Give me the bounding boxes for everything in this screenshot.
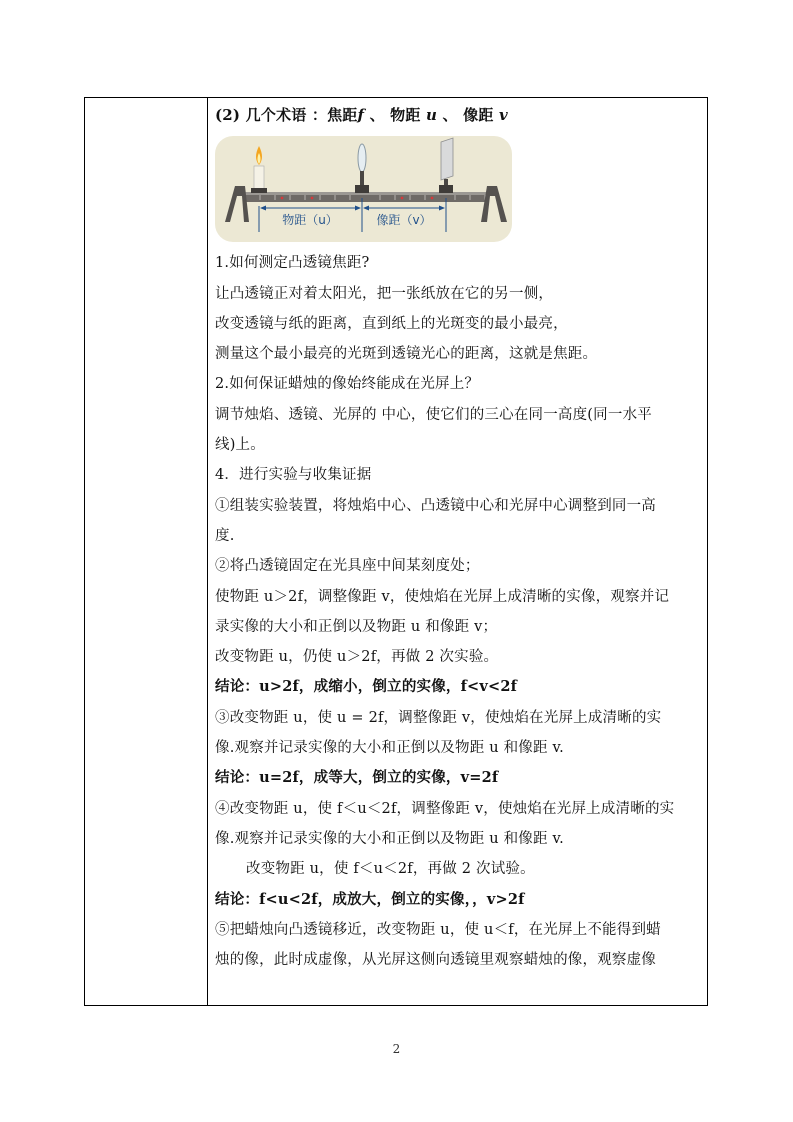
convex-lens <box>358 144 366 172</box>
screen-holder <box>439 185 453 193</box>
screen-post <box>444 179 448 185</box>
line-step4-c: 改变物距 u，使 f＜u＜2f，再做 2 次试验。 <box>246 861 535 878</box>
content-cell <box>215 100 701 975</box>
heading-prefix: (2) 几个术语 ：焦距 <box>215 106 358 124</box>
conclusion-1: 结论：u>2f，成缩小，倒立的实像，f<v<2f <box>215 678 518 696</box>
heading-sep2: 、 像距 <box>437 106 499 124</box>
line-step4-b: 像.观察并记录实像的大小和正倒以及物距 u 和像距 v. <box>215 830 564 847</box>
lens-holder <box>355 185 369 193</box>
line-q1-a1: 让凸透镜正对着太阳光，把一张纸放在它的另一侧， <box>215 285 554 302</box>
optical-bench-illustration <box>215 136 512 242</box>
conclusion-3: 结论：f<u<2f，成放大，倒立的实像，，v>2f <box>215 890 525 908</box>
heading-v: v <box>499 106 508 124</box>
line-q1-a3: 测量这个最小最亮的光斑到透镜光心的距离，这就是焦距。 <box>215 346 598 363</box>
candle-holder <box>251 188 267 193</box>
image-distance-label: 像距（v） <box>376 213 432 228</box>
object-distance-label: 物距（u） <box>282 213 338 228</box>
heading-f: f <box>357 106 365 124</box>
terms-heading <box>215 100 701 130</box>
line-step3-a: ③改变物距 u，使 u = 2f，调整像距 v，使烛焰在光屏上成清晰的实 <box>215 709 662 726</box>
line-step2: ②将凸透镜固定在光具座中间某刻度处； <box>215 558 480 575</box>
column-divider <box>207 97 208 1006</box>
page-number: 2 <box>392 1042 401 1056</box>
light-screen <box>441 138 453 180</box>
line-step5-b: 烛的像，此时成虚像，从光屏这侧向透镜里观察蜡烛的像，观察虚像 <box>215 952 656 969</box>
conclusion-2: 结论：u=2f，成等大，倒立的实像，v=2f <box>215 769 499 787</box>
line-q2-a1: 调节烛焰、透镜、光屏的 中心，使它们的三心在同一高度(同一水平 <box>215 406 652 423</box>
heading-sep1: 、 物距 <box>364 106 427 124</box>
line-step2-a: 使物距 u＞2f，调整像距 v，使烛焰在光屏上成清晰的实像，观察并记 <box>215 588 670 605</box>
line-q1: 1.如何测定凸透镜焦距? <box>215 255 370 272</box>
optical-bench-figure <box>215 136 512 242</box>
candle <box>254 166 264 190</box>
line-step5-a: ⑤把蜡烛向凸透镜移近，改变物距 u，使 u＜f，在光屏上不能得到蜡 <box>215 921 661 938</box>
line-step1-a: ①组装实验装置，将烛焰中心、凸透镜中心和光屏中心调整到同一高 <box>215 497 656 514</box>
lens-post <box>360 171 364 185</box>
line-step2-c: 改变物距 u，仍使 u＞2f，再做 2 次实验。 <box>215 649 499 666</box>
line-q2-a2: 线)上。 <box>215 437 265 454</box>
line-step2-b: 录实像的大小和正倒以及物距 u 和像距 v； <box>215 618 498 635</box>
line-step3-b: 像.观察并记录实像的大小和正倒以及物距 u 和像距 v. <box>215 740 564 757</box>
line-q2: 2.如何保证蜡烛的像始终能成在光屏上？ <box>215 376 480 393</box>
heading-u: u <box>426 106 438 124</box>
line-step4: 4．进行实验与收集证据 <box>215 467 372 484</box>
line-q1-a2: 改变透镜与纸的距离，直到纸上的光斑变的最小最亮， <box>215 315 568 332</box>
line-step4-a: ④改变物距 u，使 f＜u＜2f，调整像距 v，使烛焰在光屏上成清晰的实 <box>215 800 675 817</box>
line-step1-b: 度. <box>215 527 235 544</box>
